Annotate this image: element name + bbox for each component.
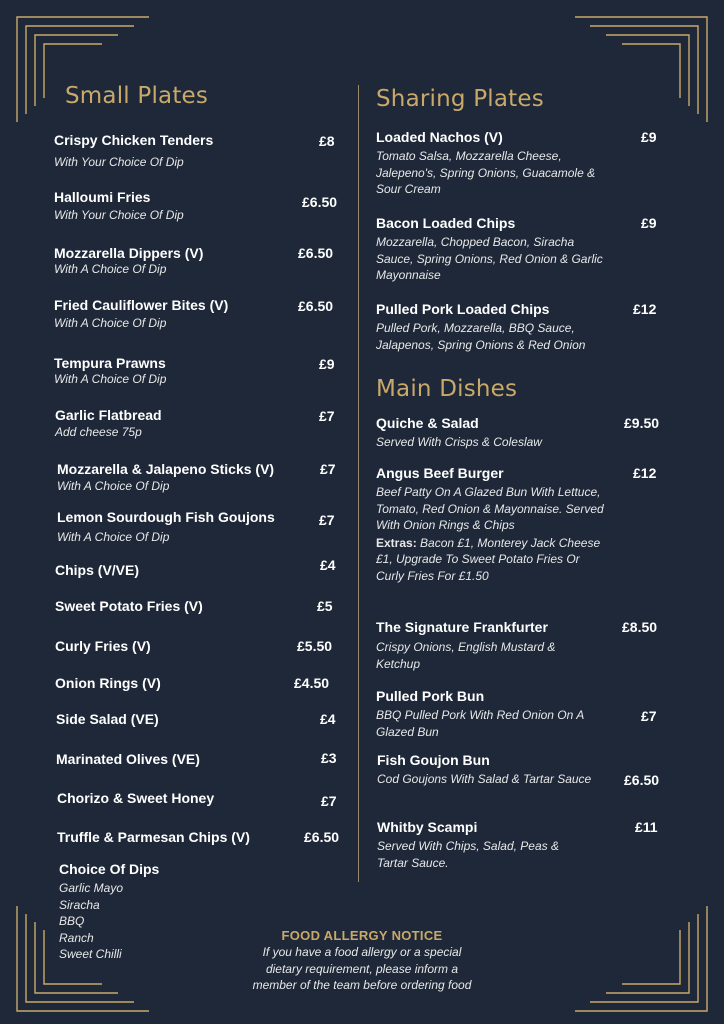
menu-item <box>377 752 592 788</box>
item-description: With A Choice Of Dip <box>57 530 170 544</box>
item-price: £9.50 <box>624 415 660 431</box>
menu-item <box>376 215 606 284</box>
menu-item <box>54 355 166 388</box>
item-description: With A Choice Of Dip <box>54 316 167 330</box>
menu-item <box>376 619 586 672</box>
item-price: £7 <box>641 708 657 724</box>
menu-item <box>55 675 161 691</box>
menu-item <box>376 465 608 584</box>
dip-item: Ranch <box>59 930 94 945</box>
allergy-text: If you have a food allergy or a special dietary requirement, please inform a member of the team before ordering food <box>252 945 472 992</box>
item-name: Bacon Loaded Chips <box>376 215 516 231</box>
column-divider <box>358 85 359 882</box>
item-price: £6.50 <box>298 298 334 314</box>
dips-heading: Choice Of Dips <box>59 861 160 877</box>
item-description: Crispy Onions, English Mustard & Ketchup <box>376 640 556 671</box>
item-price: £12 <box>633 465 657 481</box>
item-price: £6.50 <box>304 829 340 845</box>
allergy-heading: FOOD ALLERGY NOTICE <box>281 928 443 943</box>
menu-item <box>55 562 139 578</box>
item-name: Halloumi Fries <box>54 189 151 205</box>
item-name: Quiche & Salad <box>376 415 479 431</box>
item-name: Pulled Pork Loaded Chips <box>376 301 550 317</box>
menu-item <box>55 598 203 614</box>
item-description: With A Choice Of Dip <box>54 372 167 386</box>
item-name: Sweet Potato Fries (V) <box>55 598 203 614</box>
item-description: Tomato Salsa, Mozzarella Cheese, Jalepeno's, Spring Onions, Guacamole & Sour Cream <box>376 149 596 196</box>
item-name: Mozzarella & Jalapeno Sticks (V) <box>57 461 275 477</box>
item-name: Tempura Prawns <box>54 355 166 371</box>
item-description: Cod Goujons With Salad & Tartar Sauce <box>377 772 592 786</box>
menu-item <box>56 711 159 727</box>
item-description: Beef Patty On A Glazed Bun With Lettuce, Tomato, Red Onion & Mayonnaise. Served With Onion Rings & Chips <box>376 485 604 532</box>
item-name: Side Salad (VE) <box>56 711 159 727</box>
item-price: £7 <box>321 793 337 809</box>
menu-item <box>56 751 200 767</box>
menu-item <box>376 415 616 451</box>
item-name: Fried Cauliflower Bites (V) <box>54 297 229 313</box>
item-price: £9 <box>641 215 657 231</box>
item-name: Truffle & Parmesan Chips (V) <box>57 829 250 845</box>
extras-text: Bacon £1, Monterey Jack Cheese £1, Upgrade To Sweet Potato Fries Or Curly Fries For £1.50 <box>376 535 601 583</box>
item-price: £7 <box>319 512 335 528</box>
menu-item <box>57 509 275 546</box>
menu-item <box>54 245 203 278</box>
menu-item <box>376 129 616 198</box>
allergy-notice <box>245 928 479 994</box>
item-price: £11 <box>635 819 658 835</box>
item-description: BBQ Pulled Pork With Red Onion On A Glazed Bun <box>376 708 584 739</box>
menu-item <box>54 189 184 224</box>
menu-item <box>57 829 250 845</box>
item-name: Garlic Flatbread <box>55 407 162 423</box>
item-extras <box>376 535 608 585</box>
item-name: Whitby Scampi <box>377 819 478 835</box>
item-name: Fish Goujon Bun <box>377 752 490 768</box>
item-name: Chorizo & Sweet Honey <box>57 790 215 806</box>
item-description: Add cheese 75p <box>55 425 142 439</box>
item-price: £6.50 <box>624 772 660 788</box>
dip-item: Sweet Chilli <box>59 947 122 961</box>
item-description: With Your Choice Of Dip <box>54 155 184 169</box>
menu-item <box>376 688 608 740</box>
item-name: Lemon Sourdough Fish Goujons <box>57 509 275 525</box>
item-name: Crispy Chicken Tenders <box>54 132 214 148</box>
item-description: With A Choice Of Dip <box>54 262 167 276</box>
item-name: The Signature Frankfurter <box>376 619 548 635</box>
item-description: Pulled Pork, Mozzarella, BBQ Sauce, Jalapenos, Spring Onions & Red Onion <box>376 321 586 352</box>
menu-item <box>377 819 592 871</box>
sharing-plates-heading: Sharing Plates <box>376 86 544 112</box>
menu-item <box>55 407 162 441</box>
item-name: Curly Fries (V) <box>55 638 151 654</box>
item-price: £4.50 <box>294 675 330 691</box>
menu-item <box>54 297 228 332</box>
item-price: £5.50 <box>297 638 333 654</box>
dip-item: Siracha <box>59 897 100 912</box>
item-price: £6.50 <box>302 194 338 210</box>
item-price: £8 <box>319 133 335 149</box>
item-price: £12 <box>633 301 657 317</box>
main-dishes-heading: Main Dishes <box>376 376 518 402</box>
corner-ornament-top-right <box>570 14 710 124</box>
item-price: £3 <box>321 750 337 766</box>
item-price: £7 <box>319 408 335 424</box>
item-name: Onion Rings (V) <box>55 675 161 691</box>
corner-ornament-bottom-right <box>570 904 710 1014</box>
menu-item <box>376 301 616 353</box>
menu-item <box>57 461 274 495</box>
item-name: Angus Beef Burger <box>376 465 504 481</box>
menu-item <box>55 638 151 654</box>
item-name: Pulled Pork Bun <box>376 688 485 704</box>
item-price: £4 <box>320 711 336 727</box>
menu-item <box>54 132 213 171</box>
item-price: £4 <box>320 557 336 573</box>
item-description: With Your Choice Of Dip <box>54 208 184 222</box>
item-price: £7 <box>320 461 336 477</box>
item-name: Marinated Olives (VE) <box>56 751 200 767</box>
item-price: £9 <box>319 356 335 372</box>
item-price: £9 <box>641 129 657 145</box>
item-name: Chips (V/VE) <box>55 562 140 578</box>
item-name: Loaded Nachos (V) <box>376 129 503 145</box>
item-description: Mozzarella, Chopped Bacon, Siracha Sauce, Spring Onions, Red Onion & Garlic Mayonnaise <box>376 235 603 282</box>
item-description: With A Choice Of Dip <box>57 479 170 493</box>
extras-label: Extras: <box>376 535 417 550</box>
item-price: £5 <box>317 598 333 614</box>
item-description: Served With Chips, Salad, Peas & Tartar Sauce. <box>377 839 559 870</box>
menu-item <box>57 790 214 806</box>
dip-item: Garlic Mayo <box>59 881 124 895</box>
item-price: £8.50 <box>622 619 658 635</box>
item-price: £6.50 <box>298 245 334 261</box>
dips-list <box>59 861 159 963</box>
small-plates-heading: Small Plates <box>65 83 209 109</box>
dip-item: BBQ <box>59 914 85 928</box>
item-description: Served With Crisps & Coleslaw <box>376 435 542 449</box>
item-name: Mozzarella Dippers (V) <box>54 245 204 261</box>
